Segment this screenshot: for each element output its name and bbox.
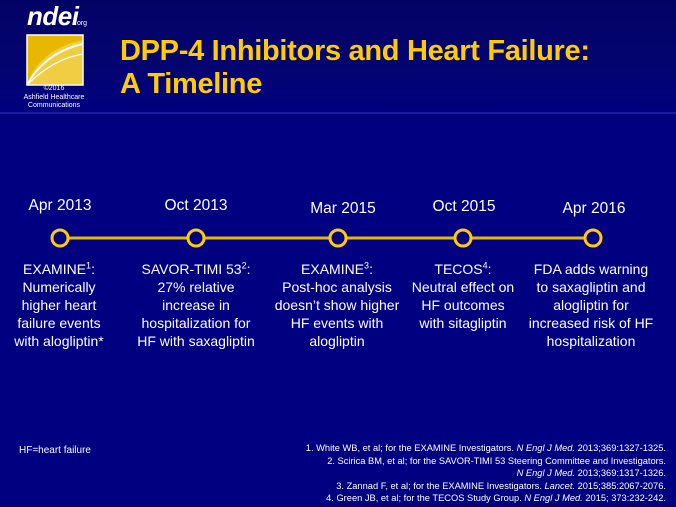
title-line: DPP-4 Inhibitors and Heart Failure: (120, 35, 590, 67)
event-line: EXAMINE$^1$: (23, 260, 95, 277)
timeline-marker (52, 230, 68, 246)
timeline-date: Apr 2013 (28, 197, 92, 214)
timeline-event (128, 260, 264, 350)
reference-superscript: 2 (241, 260, 247, 271)
timeline-event (269, 260, 405, 350)
timeline-event (395, 260, 531, 332)
event-line: HF with saxagliptin (137, 333, 255, 349)
event-line: increased risk of HF (528, 315, 654, 331)
event-line: FDA adds warning (533, 261, 649, 277)
reference-superscript: 3 (364, 260, 370, 271)
event-line: hospitalization (546, 333, 636, 349)
event-line: Numerically (22, 279, 96, 295)
event-line: Post-hoc analysis (282, 279, 392, 295)
timeline-date: Oct 2013 (164, 197, 228, 214)
logo-copyright-line: ©2016 (43, 85, 65, 92)
event-line: alogliptin for (553, 297, 629, 313)
timeline-marker (455, 230, 471, 246)
event-line: to saxagliptin and (536, 279, 646, 295)
event-line: 27% relative (157, 279, 235, 295)
event-line: HF events with (290, 315, 384, 331)
event-line: alogliptin (309, 333, 365, 349)
event-line: Neutral effect on (411, 279, 515, 295)
event-line: HF outcomes (421, 297, 505, 313)
event-line: doesn’t show higher (274, 297, 400, 313)
event-line: EXAMINE$^3$: (301, 260, 373, 277)
abbreviation-note: HF=heart failure (19, 445, 91, 456)
reference-line: N Engl J Med. 2013;369:1317-1326. (516, 468, 666, 478)
event-line: with sitagliptin (419, 315, 507, 331)
timeline-date: Oct 2015 (432, 198, 496, 215)
reference-line: 3. Zannad F, et al; for the EXAMINE Investigators. Lancet. 2015;385:2067-2076. (336, 480, 666, 491)
logo-wordmark: ndei (27, 1, 79, 31)
timeline-event (523, 260, 659, 350)
reference-superscript: 4 (482, 260, 488, 271)
timeline-date: Apr 2016 (562, 200, 626, 217)
title-line: A Timeline (120, 68, 263, 100)
reference-line: 1. White WB, et al; for the EXAMINE Investigators. N Engl J Med. 2013;369:1327-1325. (305, 443, 666, 453)
reference-line: 2. Scirica BM, et al; for the SAVOR-TIMI 53 Steering Committee and Investigators. (327, 455, 666, 466)
timeline-marker (188, 230, 204, 246)
timeline-date: Mar 2015 (310, 200, 376, 217)
timeline-marker (330, 230, 346, 246)
reference-superscript: 1 (86, 260, 92, 271)
logo-copyright-line: Ashfield Healthcare (23, 93, 85, 101)
reference-line: 4. Green JB, et al; for the TECOS Study Group. N Engl J Med. 2015; 373:232-242. (326, 493, 666, 503)
event-line: hospitalization for (141, 315, 251, 331)
event-line: TECOS$^4$: (434, 260, 492, 277)
event-line: higher heart (21, 297, 97, 313)
timeline-event (0, 260, 127, 350)
logo-tld: .org (75, 20, 88, 27)
references-list (206, 442, 666, 505)
event-line: failure events (17, 315, 101, 331)
logo-copyright-line: Communications (27, 102, 81, 109)
event-line: with alogliptin* (14, 333, 104, 349)
event-line: SAVOR-TIMI $53^2$: (141, 260, 251, 277)
timeline-marker (585, 230, 601, 246)
event-line: increase in (162, 297, 230, 313)
